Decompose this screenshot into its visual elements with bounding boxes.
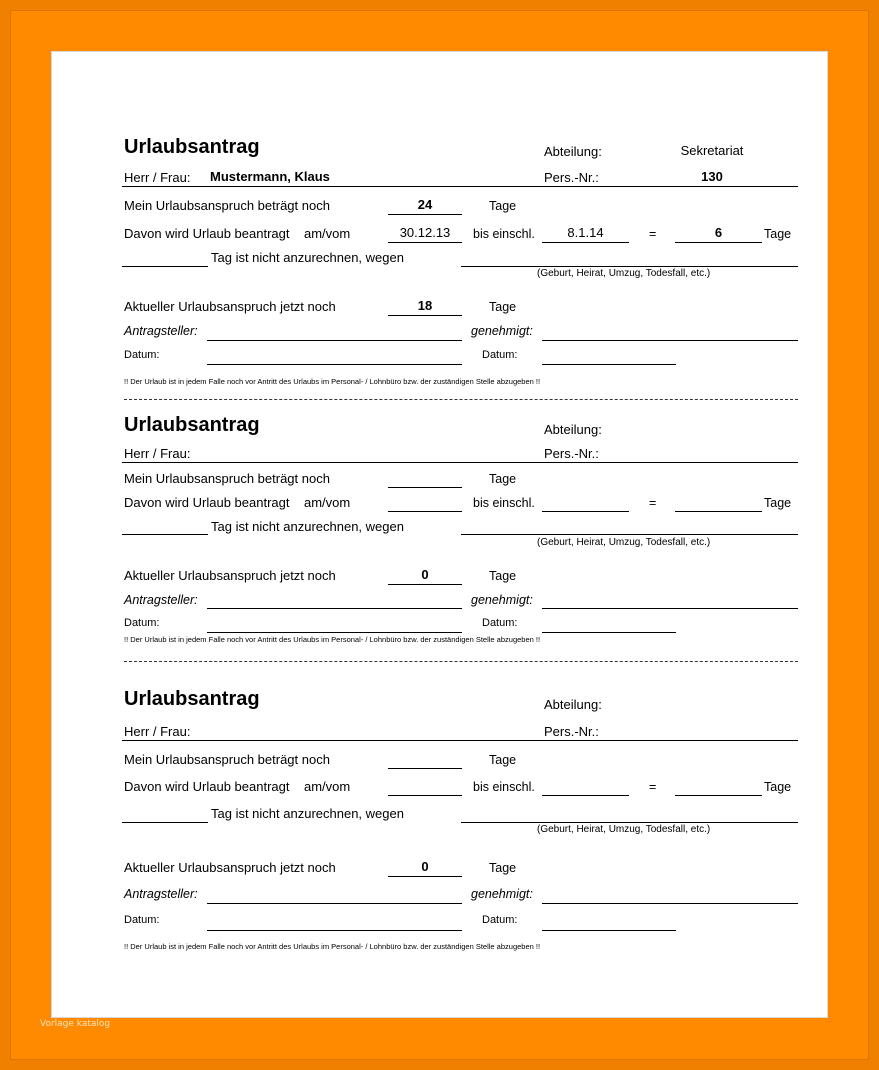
form-title: Urlaubsantrag xyxy=(124,688,260,710)
days-unit-3: Tage xyxy=(489,861,517,875)
form-title: Urlaubsantrag xyxy=(124,414,260,436)
until-label: bis einschl. xyxy=(473,780,535,794)
current-entitlement-underline xyxy=(388,584,462,585)
herr-frau-label: Herr / Frau: xyxy=(124,170,191,185)
reasons-hint: (Geburt, Heirat, Umzug, Todesfall, etc.) xyxy=(537,268,711,279)
days-unit-3: Tage xyxy=(489,569,517,583)
employee-name[interactable]: Mustermann, Klaus xyxy=(210,169,330,184)
entitlement-label: Mein Urlaubsanspruch beträgt noch xyxy=(124,198,330,213)
reasons-hint: (Geburt, Heirat, Umzug, Todesfall, etc.) xyxy=(537,824,711,835)
days-unit-1: Tage xyxy=(489,472,517,486)
from-date-underline xyxy=(388,511,462,512)
requested-label: Davon wird Urlaub beantragt xyxy=(124,779,290,794)
form-title: Urlaubsantrag xyxy=(124,136,260,158)
approval-signature-line[interactable] xyxy=(542,903,798,904)
vacation-form-2 xyxy=(52,329,827,644)
department-label: Abteilung: xyxy=(544,422,602,437)
days-unit-3: Tage xyxy=(489,300,517,314)
vacation-form-1 xyxy=(52,52,827,386)
department-value[interactable]: Sekretariat xyxy=(680,143,744,158)
approval-date-line[interactable] xyxy=(542,930,676,931)
reason-underline[interactable] xyxy=(461,822,798,823)
approved-label: genehmigt: xyxy=(471,887,533,901)
entitlement-underline xyxy=(388,487,462,488)
submission-note: !! Der Urlaub ist in jedem Falle noch vor Antritt des Urlaubs im Personal- / Lohnbüro bzw. der zuständigen Stelle abzugeben !! xyxy=(124,635,541,644)
from-date-label: am/vom xyxy=(304,226,351,241)
reason-underline[interactable] xyxy=(461,534,798,535)
herr-frau-label: Herr / Frau: xyxy=(124,446,191,461)
approved-label: genehmigt: xyxy=(471,324,533,338)
submission-note: !! Der Urlaub ist in jedem Falle noch vor Antritt des Urlaubs im Personal- / Lohnbüro bzw. der zuständigen Stelle abzugeben !! xyxy=(124,377,541,386)
until-date-value[interactable]: 8.1.14 xyxy=(567,225,604,240)
days-unit-1: Tage xyxy=(489,199,517,213)
entitlement-label: Mein Urlaubsanspruch beträgt noch xyxy=(124,752,330,767)
until-label: bis einschl. xyxy=(473,496,535,510)
excluded-days-label: Tag ist nicht anzurechnen, wegen xyxy=(211,806,404,821)
current-entitlement-value[interactable]: 18 xyxy=(417,298,433,313)
submission-note: !! Der Urlaub ist in jedem Falle noch vor Antritt des Urlaubs im Personal- / Lohnbüro bzw. der zuständigen Stelle abzugeben !! xyxy=(124,942,541,951)
until-date-underline xyxy=(542,242,629,243)
entitlement-underline xyxy=(388,768,462,769)
excluded-days-underline[interactable] xyxy=(122,266,208,267)
requested-label: Davon wird Urlaub beantragt xyxy=(124,495,290,510)
current-entitlement-label: Aktueller Urlaubsanspruch jetzt noch xyxy=(124,860,336,875)
days-unit-2: Tage xyxy=(764,227,792,241)
until-date-underline xyxy=(542,511,629,512)
excluded-days-underline[interactable] xyxy=(122,822,208,823)
days-unit-2: Tage xyxy=(764,496,792,510)
days-count-underline xyxy=(675,795,762,796)
until-label: bis einschl. xyxy=(473,227,535,241)
department-label: Abteilung: xyxy=(544,144,602,159)
date-label-approval: Datum: xyxy=(482,617,518,629)
from-date-label: am/vom xyxy=(304,495,351,510)
from-date-label: am/vom xyxy=(304,779,351,794)
current-entitlement-label: Aktueller Urlaubsanspruch jetzt noch xyxy=(124,568,336,583)
entitlement-label: Mein Urlaubsanspruch beträgt noch xyxy=(124,471,330,486)
vacation-form-3 xyxy=(52,606,827,951)
personnel-number-label: Pers.-Nr.: xyxy=(544,446,599,461)
date-label-applicant: Datum: xyxy=(124,617,160,629)
days-unit-1: Tage xyxy=(489,753,517,767)
applicant-date-line[interactable] xyxy=(207,930,462,931)
from-date-underline xyxy=(388,795,462,796)
entitlement-value[interactable]: 24 xyxy=(417,197,433,212)
excluded-days-label: Tag ist nicht anzurechnen, wegen xyxy=(211,519,404,534)
header-rule xyxy=(122,462,798,463)
applicant-signature-line[interactable] xyxy=(207,903,462,904)
department-label: Abteilung: xyxy=(544,697,602,712)
applicant-label: Antragsteller: xyxy=(124,593,198,607)
days-count-underline xyxy=(675,242,762,243)
excluded-days-label: Tag ist nicht anzurechnen, wegen xyxy=(211,250,404,265)
current-entitlement-label: Aktueller Urlaubsanspruch jetzt noch xyxy=(124,299,336,314)
requested-label: Davon wird Urlaub beantragt xyxy=(124,226,290,241)
header-rule xyxy=(122,186,798,187)
excluded-days-underline[interactable] xyxy=(122,534,208,535)
equals-sign: = xyxy=(649,496,657,510)
approved-label: genehmigt: xyxy=(471,593,533,607)
reasons-hint: (Geburt, Heirat, Umzug, Todesfall, etc.) xyxy=(537,537,711,548)
paper-sheet xyxy=(51,51,828,1018)
from-date-underline xyxy=(388,242,462,243)
until-date-underline xyxy=(542,795,629,796)
watermark-text: Vorlage katalog xyxy=(40,1019,111,1029)
date-label-approval: Datum: xyxy=(482,349,518,361)
from-date-value[interactable]: 30.12.13 xyxy=(399,225,451,240)
date-label-approval: Datum: xyxy=(482,914,518,926)
current-entitlement-value[interactable]: 0 xyxy=(421,859,429,874)
personnel-number-label: Pers.-Nr.: xyxy=(544,724,599,739)
applicant-label: Antragsteller: xyxy=(124,324,198,338)
days-unit-2: Tage xyxy=(764,780,792,794)
days-count-value[interactable]: 6 xyxy=(714,225,723,240)
current-entitlement-underline xyxy=(388,315,462,316)
entitlement-underline xyxy=(388,214,462,215)
current-entitlement-value[interactable]: 0 xyxy=(421,567,429,582)
header-rule xyxy=(122,740,798,741)
herr-frau-label: Herr / Frau: xyxy=(124,724,191,739)
reason-underline[interactable] xyxy=(461,266,798,267)
date-label-applicant: Datum: xyxy=(124,349,160,361)
personnel-number-value[interactable]: 130 xyxy=(701,169,723,184)
days-count-underline xyxy=(675,511,762,512)
personnel-number-label: Pers.-Nr.: xyxy=(544,170,599,185)
current-entitlement-underline xyxy=(388,876,462,877)
equals-sign: = xyxy=(649,780,657,794)
equals-sign: = xyxy=(649,227,657,241)
applicant-label: Antragsteller: xyxy=(124,887,198,901)
date-label-applicant: Datum: xyxy=(124,914,160,926)
